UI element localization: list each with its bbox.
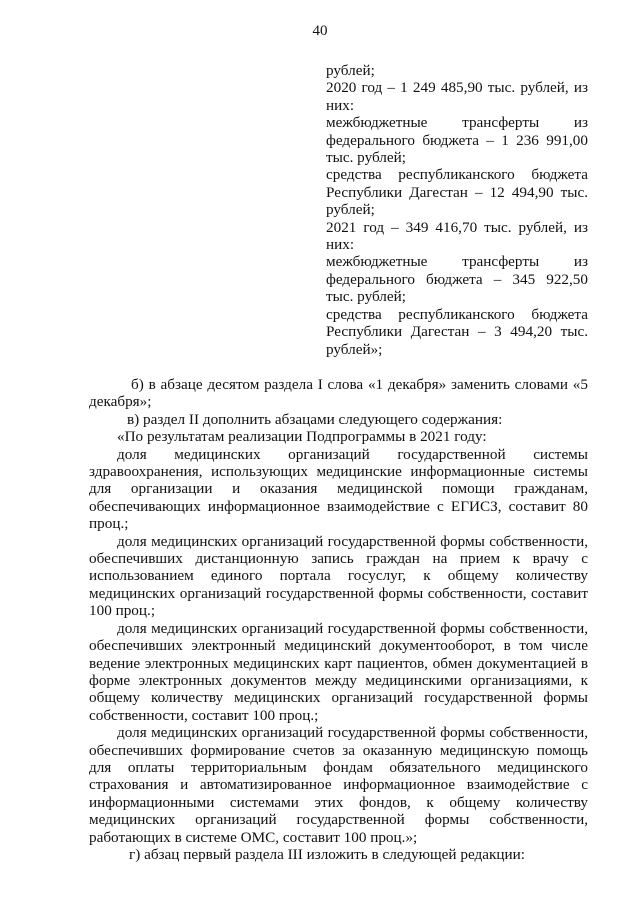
paragraph-item-b: б) в абзаце десятом раздела I слова «1 декабря» заменить словами «5 декабря»; bbox=[89, 376, 588, 411]
right-col-line: межбюджетные трансферты из федерального бюджета – 1 236 991,00 тыс. рублей; bbox=[326, 114, 588, 167]
budget-figures-column bbox=[326, 62, 588, 358]
paragraph: доля медицинских организаций государственной системы здравоохранения, использующих медицинские информационные системы для организации и оказания медицинской помощи гражданам, обеспечивающих информационное взаимодействие с ЕГИСЗ, составит 80 проц.; bbox=[89, 445, 588, 533]
right-col-line: средства республиканского бюджета Республики Дагестан – 12 494,90 тыс. рублей; bbox=[326, 166, 588, 219]
paragraph-item-g: г) абзац первый раздела III изложить в следующей редакции: bbox=[129, 845, 525, 863]
paragraph-item-v: в) раздел II дополнить абзацами следующего содержания: bbox=[127, 410, 503, 428]
page-number: 40 bbox=[312, 23, 328, 39]
right-col-line: межбюджетные трансферты из федерального бюджета – 345 922,50 тыс. рублей; bbox=[326, 253, 588, 306]
main-text bbox=[89, 376, 588, 863]
paragraph: доля медицинских организаций государственной формы собственности, обеспечивших формирование счетов за оказанную медицинскую помощь для оплаты территориальным фондам обязательного медицинского страхования и автоматизированное информационное взаимодействие с информационными системами этих фондов, к общему количеству медицинских организаций государственной формы собственности, работающих в системе ОМС, составит 100 проц.»; bbox=[89, 724, 588, 846]
right-col-line: средства республиканского бюджета Республики Дагестан – 3 494,20 тыс. рублей»; bbox=[326, 305, 588, 358]
right-col-line: 2020 год – 1 249 485,90 тыс. рублей, из них: bbox=[326, 79, 588, 114]
paragraph: доля медицинских организаций государственной формы собственности, обеспечивших дистанционную запись граждан на прием к врачу с использованием единого портала госуслуг, к общему количеству медицинских организаций государственной формы собственности, составит 100 проц.; bbox=[89, 532, 588, 620]
paragraph-quote-start: «По результатам реализации Подпрограммы в 2021 году: bbox=[117, 428, 487, 446]
right-col-line: рублей; bbox=[326, 62, 375, 79]
paragraph: доля медицинских организаций государственной формы собственности, обеспечивших электронный медицинский документооборот, в том числе ведение электронных медицинских карт пациентов, обмен документацией в форме электронных документов между медицинскими организациями, к общему количеству медицинских организаций государственной формы собственности, составит 100 проц.; bbox=[89, 619, 588, 724]
right-col-line: 2021 год – 349 416,70 тыс. рублей, из них: bbox=[326, 218, 588, 254]
